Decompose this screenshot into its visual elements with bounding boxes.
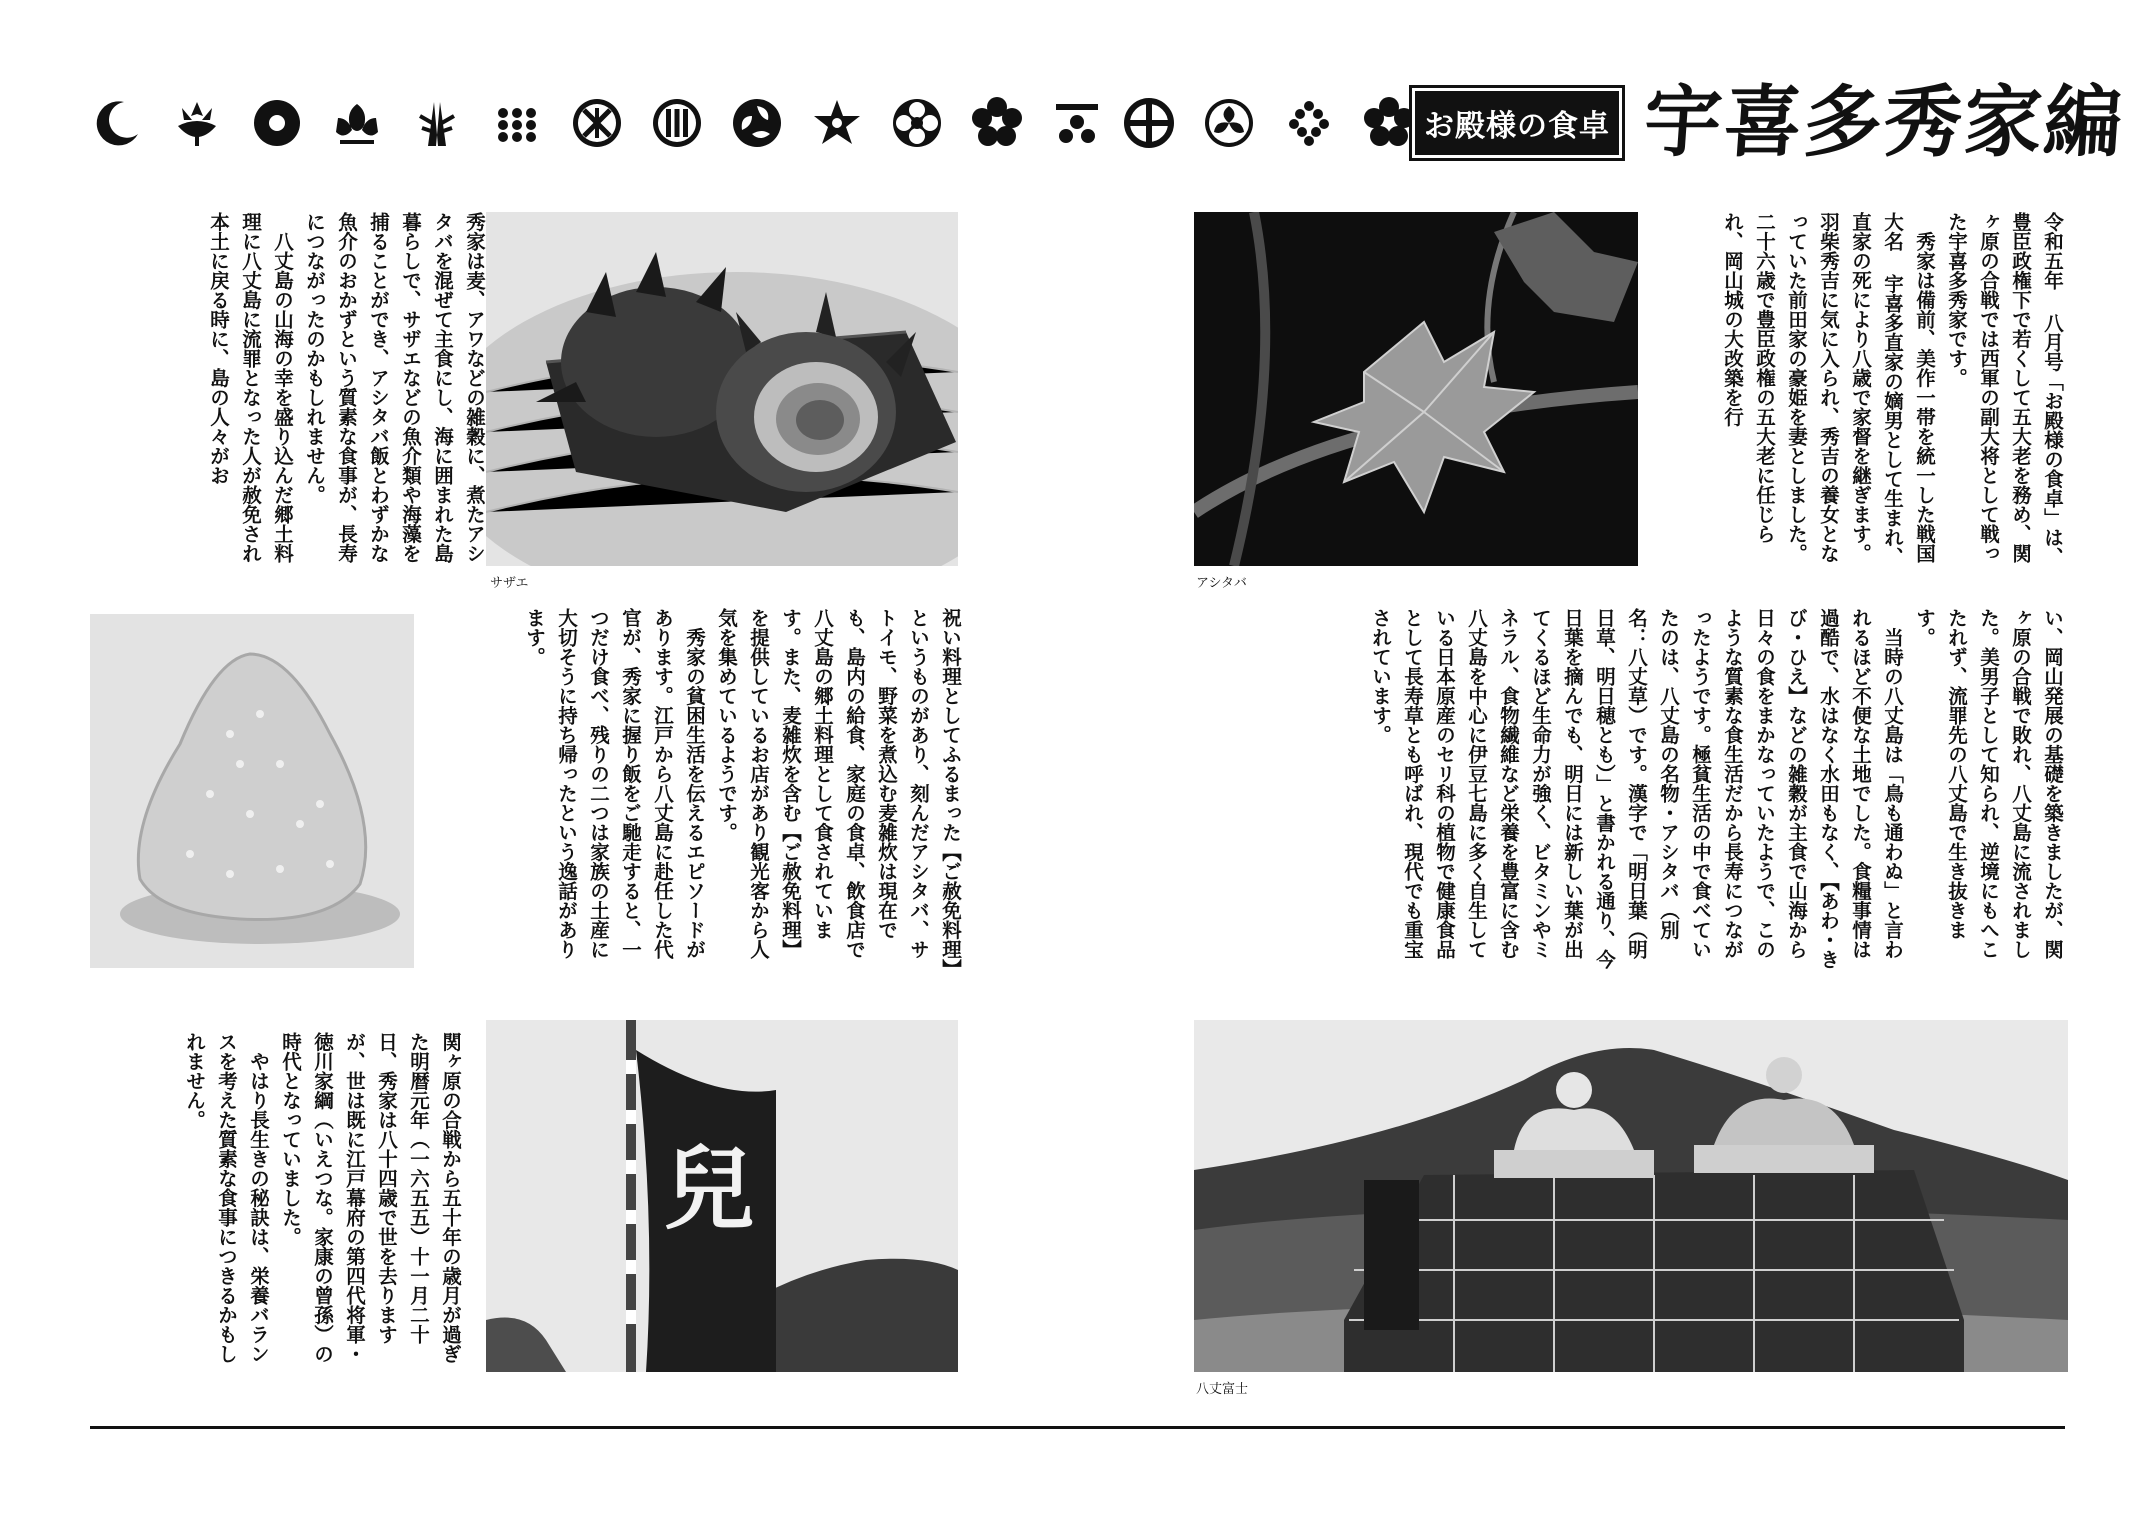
three-lines-crest-icon [650,96,704,150]
hachijo-fuji-photo [1194,1020,2068,1372]
left-text-col3: 関ヶ原の合戦から五十年の歳月が過ぎた明暦元年（一六五五）十一月二十日、秀家は八十四歳で世を去りますが、世は既に江戸幕府の第四代将軍・徳川家綱（いえつな。家康の曾孫）の時代となっていました。 やはり長生きの秘訣は、栄養バランスを考えた質素な食事につきるかもしれません。 [183,1032,462,1364]
quince-crest-icon [890,96,944,150]
nine-stars-crest-icon [490,96,544,150]
arrows-crest-icon [570,96,624,150]
sazae-photo [486,212,958,566]
page-title: 宇喜多秀家編 [1640,77,2128,168]
banner-photo [486,1020,958,1372]
left-text-col1: 秀家は麦、アワなどの雑穀に、煮たアシタバを混ぜて主食にし、海に囲まれた島暮らしで、サザエなどの魚介類や海藻を捕ることができ、アシタバ飯とわずかな魚介のおかずという質素な食事が、長寿につながったのかもしれません。 八丈島の山海の幸を盛り込んだ郷土料理に八丈島に流罪となった人が赦免され本土に戻る時に、島の人々がお [207,212,486,563]
ashitaba-photo [1194,212,1638,566]
hollyhock-crest-icon [1202,96,1256,150]
oak-leaf-crest-icon [330,96,384,150]
crest-row-right [1122,90,1442,156]
crescent-moon-crest-icon [90,96,144,150]
plum-blossom-crest-2-icon [1362,96,1416,150]
banner-character: 兒 [664,1137,754,1242]
triple-tomoe-crest-icon [730,96,784,150]
feather-crest-icon [410,96,464,150]
right-text-col2: い、岡山発展の基礎を築きましたが、関ヶ原の合戦で敗れ、八丈島に流されました。美男子として知られ、逆境にもへこたれず、流罪先の八丈島で生き抜きます。 当時の八丈島は「鳥も通わぬ」と言われるほど不便な土地でした。食糧事情は過酷で、水はなく水田もなく、【あわ・きび・ひえ】などの雑穀が主食で山海から日々の食をまかなっていたようで、このような質素な食生活だから長寿につながったようです。極貧生活の中で食べていたのは、八丈島の名物・アシタバ（別名：八丈草）です。漢字で「明日葉（明日草、明日穂とも）」と書かれる通り、今日葉を摘んでも、明日には新しい葉が出てくるほど生命力が強く、ビタミンやミネラル、食物繊維など栄養を豊富に含む八丈島を中心に伊豆七島に多く自生している日本原産のセリ科の植物で健康食品として長寿草とも呼ばれ、現代でも重宝されています。 [1369,608,2064,969]
plum-blossom-crest-icon [970,96,1024,150]
sazae-caption: サザエ [490,576,529,591]
ring-crest-icon [250,96,304,150]
hachijo-fuji-caption: 八丈富士 [1196,1382,1249,1397]
left-text-col2: 祝い料理としてふるまった【ご赦免料理】というものがあり、刻んだアシタバ、サトイモ、野菜を煮込む麦雑炊は現在でも、島内の給食、家庭の食卓、飲食店で八丈島の郷土料理として食されています。また、麦雑炊を含む【ご赦免料理】を提供しているお店があり観光客から人気を集めているようです。 秀家の貧困生活を伝えるエピソードがあります。江戸から八丈島に赴任した代官が、秀家に握り飯をご馳走すると、一つだけ食べ、残りの二つは家族の土産に大切そうに持ち帰ったという逸話があります。 [523,608,962,969]
onigiri-photo [90,614,414,968]
paulownia-crest-icon [170,96,224,150]
bottom-rule [90,1426,2065,1429]
series-label: お殿様の食卓 [1412,88,1622,158]
cross-in-circle-crest-icon [1122,96,1176,150]
wisteria-crest-icon [1282,96,1336,150]
crest-row-left [90,90,1130,156]
bellflower-crest-icon [810,96,864,150]
ichimonji-mitsuboshi-crest-icon [1050,96,1104,150]
right-text-col1: 令和五年 八月号「お殿様の食卓」は、豊臣政権下で若くして五大老を務め、関ヶ原の合戦では西軍の副大将として戦った宇喜多秀家です。 秀家は備前、美作一帯を統一した戦国大名 宇喜多直家の嫡男として生まれ、直家の死により八歳で家督を継ぎます。羽柴秀吉に気に入られ、秀吉の養女となっていた前田家の豪姫を妻としました。二十六歳で豊臣政権の五大老に任じられ、岡山城の大改築を行 [1721,212,2064,567]
ashitaba-caption: アシタバ [1196,576,1247,591]
